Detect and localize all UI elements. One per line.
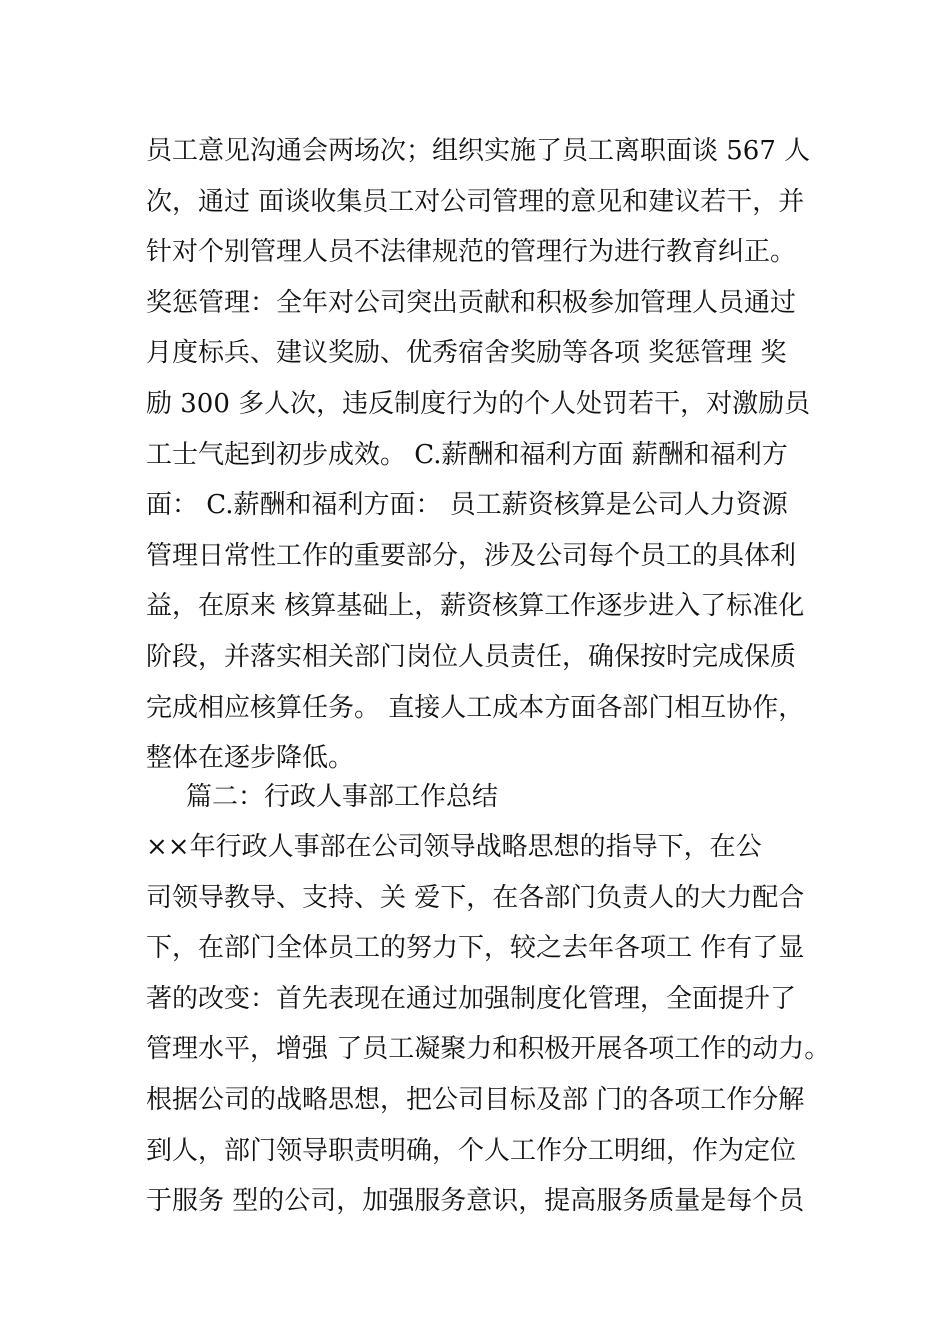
body-paragraph-annual-summary: [146, 822, 831, 1227]
section-title: 篇二：行政人事部工作总结: [186, 782, 499, 812]
text-line: 励 300 多人次，违反制度行为的个人处罚若干，对激励员: [146, 388, 811, 419]
text-line: 整体在逐步降低。: [146, 743, 355, 774]
text-line: 司领导教导、支持、关 爱下，在各部门负责人的大力配合: [146, 882, 805, 913]
text-line: 工士气起到初步成效。 C.薪酬和福利方面 薪酬和福利方: [146, 439, 788, 470]
text-line: 著的改变：首先表现在通过加强制度化管理，全面提升了: [146, 983, 797, 1014]
text-line: ××年行政人事部在公司领导战略思想的指导下，在公: [146, 832, 762, 862]
text-line: 到人，部门领导职责明确，个人工作分工明细，作为定位: [146, 1135, 797, 1166]
text-line: 下，在部门全体员工的努力下，较之去年各项工 作有了显: [146, 933, 805, 964]
text-line: 针对个别管理人员不法律规范的管理行为进行教育纠正。: [146, 237, 797, 268]
text-line: 益，在原来 核算基础上，薪资核算工作逐步进入了标准化: [146, 591, 805, 622]
text-line: 阶段，并落实相关部门岗位人员责任，确保按时完成保质: [146, 641, 797, 672]
text-line: 根据公司的战略思想，把公司目标及部 门的各项工作分解: [146, 1084, 805, 1115]
text-line: 月度标兵、建议奖励、优秀宿舍奖励等各项 奖惩管理 奖: [146, 338, 787, 369]
text-line: 员工意见沟通会两场次；组织实施了员工离职面谈 567 人: [146, 136, 811, 166]
text-line: 管理水平，增强 了员工凝聚力和积极开展各项工作的动力。: [146, 1034, 831, 1065]
text-line: 奖惩管理：全年对公司突出贡献和积极参加管理人员通过: [146, 287, 797, 318]
text-line: 管理日常性工作的重要部分，涉及公司每个员工的具体利: [146, 540, 797, 571]
text-line: 次，通过 面谈收集员工对公司管理的意见和建议若干，并: [146, 186, 805, 217]
text-line: 于服务 型的公司，加强服务意识，提高服务质量是每个员: [146, 1186, 805, 1217]
text-line: 面： C.薪酬和福利方面： 员工薪资核算是公司人力资源: [146, 490, 788, 521]
section-heading: [186, 772, 866, 823]
body-paragraph-hr-management: [146, 126, 826, 784]
text-line: 完成相应核算任务。 直接人工成本方面各部门相互协作，: [146, 692, 805, 723]
